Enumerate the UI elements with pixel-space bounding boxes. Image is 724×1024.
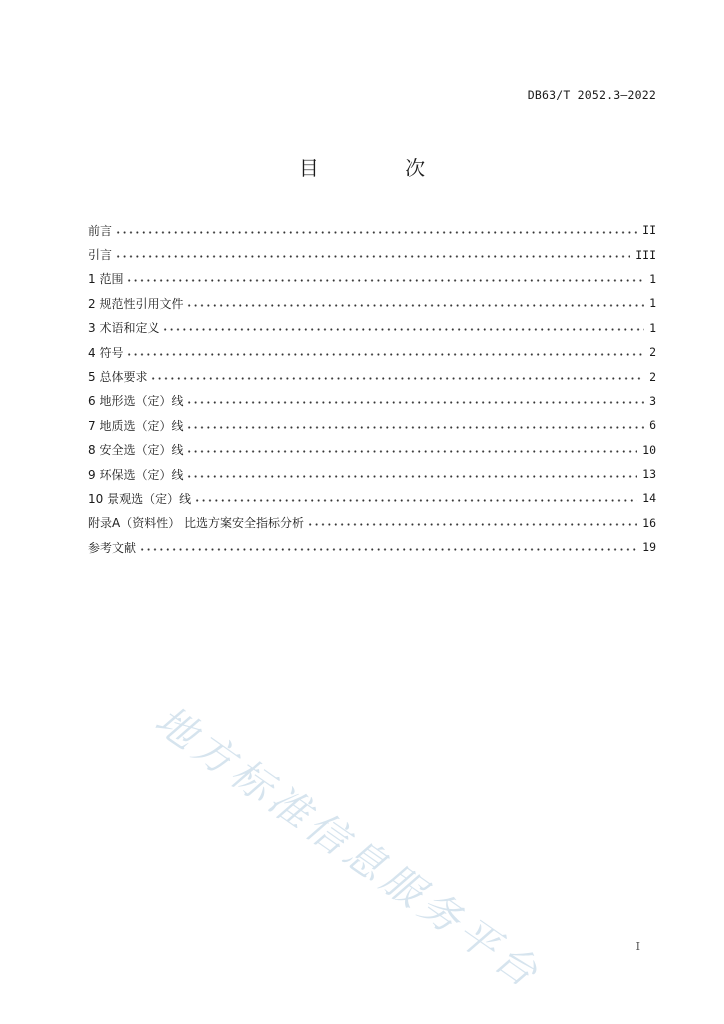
toc-entry-label: 参考文献	[88, 540, 137, 555]
toc-entry-label: 6 地形选（定）线	[88, 394, 184, 409]
toc-entry-page: III	[635, 247, 656, 262]
toc-entry-page: 2	[649, 345, 656, 360]
toc-entry-page: 1	[649, 271, 656, 286]
toc-entry[interactable]	[88, 218, 656, 242]
toc-entry-label: 7 地质选（定）线	[88, 418, 184, 433]
toc-entry-page: 1	[649, 320, 656, 335]
toc-dot-leader	[162, 326, 644, 334]
toc-title: 目 次	[298, 156, 466, 180]
toc-list	[88, 218, 656, 559]
toc-entry[interactable]	[88, 291, 656, 315]
toc-entry-label: 前言	[88, 223, 113, 238]
toc-entry[interactable]	[88, 486, 656, 510]
toc-entry[interactable]	[88, 267, 656, 291]
toc-entry[interactable]	[88, 413, 656, 437]
toc-entry-page: 10	[642, 442, 656, 457]
toc-entry[interactable]	[88, 364, 656, 388]
toc-entry-label: 5 总体要求	[88, 370, 148, 385]
toc-dot-leader	[194, 496, 637, 504]
toc-entry[interactable]	[88, 438, 656, 462]
document-code: DB63/T 2052.3—2022	[527, 88, 656, 102]
toc-entry-label: 2 规范性引用文件	[88, 296, 184, 311]
toc-entry[interactable]	[88, 462, 656, 486]
toc-dot-leader	[126, 350, 644, 358]
toc-entry-label: 9 环保选（定）线	[88, 467, 184, 482]
toc-dot-leader	[186, 423, 644, 431]
toc-entry-page: 3	[649, 393, 656, 408]
toc-entry[interactable]	[88, 242, 656, 266]
toc-entry-label: 8 安全选（定）线	[88, 443, 184, 458]
watermark-text: 地方标准信息服务平台	[146, 697, 550, 999]
toc-entry[interactable]	[88, 389, 656, 413]
toc-dot-leader	[115, 228, 637, 236]
toc-entry[interactable]	[88, 340, 656, 364]
toc-dot-leader	[307, 521, 637, 529]
toc-dot-leader	[139, 545, 637, 553]
toc-entry[interactable]	[88, 511, 656, 535]
toc-dot-leader	[186, 448, 637, 456]
toc-entry-page: 6	[649, 418, 656, 433]
toc-entry-page: 2	[649, 369, 656, 384]
toc-dot-leader	[126, 277, 644, 285]
toc-dot-leader	[186, 472, 637, 480]
toc-entry-label: 10 景观选（定）线	[88, 491, 192, 506]
toc-entry-page: 19	[642, 540, 656, 555]
toc-dot-leader	[186, 399, 644, 407]
toc-entry-page: II	[642, 223, 656, 238]
toc-entry-label: 3 术语和定义	[88, 321, 160, 336]
toc-dot-leader	[115, 253, 630, 261]
toc-entry-page: 14	[642, 491, 656, 506]
toc-dot-leader	[186, 301, 644, 309]
toc-entry-page: 1	[649, 296, 656, 311]
page-number: I	[635, 940, 640, 953]
toc-entry-label: 引言	[88, 248, 113, 263]
toc-dot-leader	[150, 375, 644, 383]
toc-entry-page: 16	[642, 515, 656, 530]
toc-entry[interactable]	[88, 535, 656, 559]
toc-entry-label: 1 范围	[88, 272, 124, 287]
toc-entry-label: 4 符号	[88, 345, 124, 360]
toc-entry-label: 附录A（资料性） 比选方案安全指标分析	[88, 516, 305, 531]
toc-entry-page: 13	[642, 467, 656, 482]
toc-entry[interactable]	[88, 316, 656, 340]
